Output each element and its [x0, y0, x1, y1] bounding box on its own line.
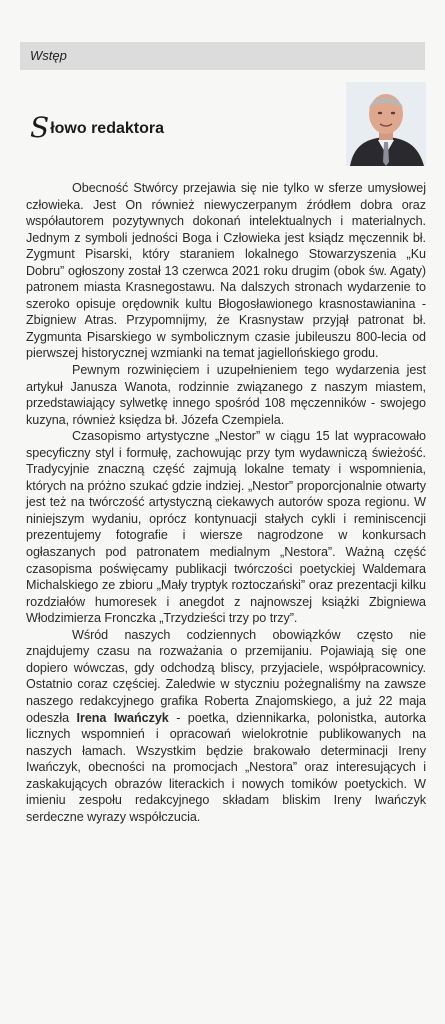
article-body	[26, 180, 426, 825]
editor-portrait-photo	[346, 82, 426, 166]
article-paragraph-3: Czasopismo artystyczne „Nestor” w ciągu 15 lat wypracowało specyficzny styl i formułę, zachowując przy tym wydawniczą świeżość. Tradycyjnie znaczną część zajmują lokalne tematy i wspomnienia, których na próżno szukać gdzie indziej. „Nestor” proporcjonalnie otwarty jest też na twórczość artystyczną ciekawych autorów spoza regionu. W niniejszym wydaniu, oprócz kontynuacji stałych cykli i reminiscencji prezentujemy fotografie i wiersze nagrodzone w konkursach ogłaszanych pod patronatem medialnym „Nestora”. Ważną część czasopisma poświęcamy publikacji twórczości poetyckiej Waldemara Michalskiego ze zbioru „Mały tryptyk roztoczański” oraz prezentacji kilku rozdziałów humoresek i anegdot z najnowszej książki Zbigniewa Włodzimierza Fronczka „Trzydzieści trzy po trzy”.	[26, 429, 426, 626]
section-label: Wstęp	[30, 48, 67, 63]
article-paragraph-1: Obecność Stwórcy przejawia się nie tylko w sferze umysłowej człowieka. Jest On również niewyczerpanym źródłem dobra oraz współautorem pozytywnych dokonań intelektualnych i materialnych. Jednym z symboli jedności Boga i Człowieka jest ksiądz męczennik bł. Zygmunt Pisarski, który staraniem lokalnego Stowarzyszenia „Ku Dobru” ogłoszony został 13 czerwca 2021 roku drugim (obok św. Agaty) patronem miasta Krasnegostawu. Na dalszych stronach wydarzenie to szeroko opisuje orędownik kultu Błogosławionego krasnostawianina - Zbigniew Atras. Przypomnijmy, że Krasnystaw przyjął patronat bł. Zygmunta Pisarskiego w symbolicznym czasie jubileuszu 800-lecia od pierwszej historycznej wzmianki na temat jagiellońskiego grodu.	[26, 181, 426, 361]
section-header-bar	[20, 42, 425, 70]
page-title	[30, 111, 164, 144]
article-paragraph-4	[26, 627, 426, 826]
paragraph-4-text-end: - poetka, dziennikarka, polonistka, autorka licznych wspomnień i opracowań wielokrotnie publikowanych na naszych łamach. Wszystkim będzie brakowało determinacji Ireny Iwańczyk, obecności na promocjach „Nestora” oraz interesujących i zaskakujących obrazów literackich i nowych tomików poetyckich. W imieniu zespołu redakcyjnego składam bliskim Ireny Iwańczyk serdeczne wyrazy współczucia.	[26, 710, 427, 824]
highlighted-name: Irena Iwańczyk	[76, 710, 169, 725]
title-decorative-initial: S	[30, 111, 50, 144]
title-text: łowo redaktora	[50, 120, 164, 137]
paragraph-4-text-start: Wśród naszych codziennych obowiązków często nie znajdujemy czasu na rozważania o przemijaniu. Pojawiają się one dopiero wówczas, gdy odchodzą bliscy, przyjaciele, współpracownicy. Ostatnio coraz częściej. Zaledwie w styczniu pożegnaliśmy na zawsze naszego redakcyjnego grafika Roberta Znajomskiego, a już 22 maja odeszła	[26, 627, 426, 725]
article-paragraph-2: Pewnym rozwinięciem i uzupełnieniem tego wydarzenia jest artykuł Janusza Wanota, rodzinnie związanego z naszym miastem, przedstawiający sylwetkę innego spośród 108 męczenników - swojego kuzyna, również księdza bł. Józefa Czempiela.	[26, 363, 426, 427]
